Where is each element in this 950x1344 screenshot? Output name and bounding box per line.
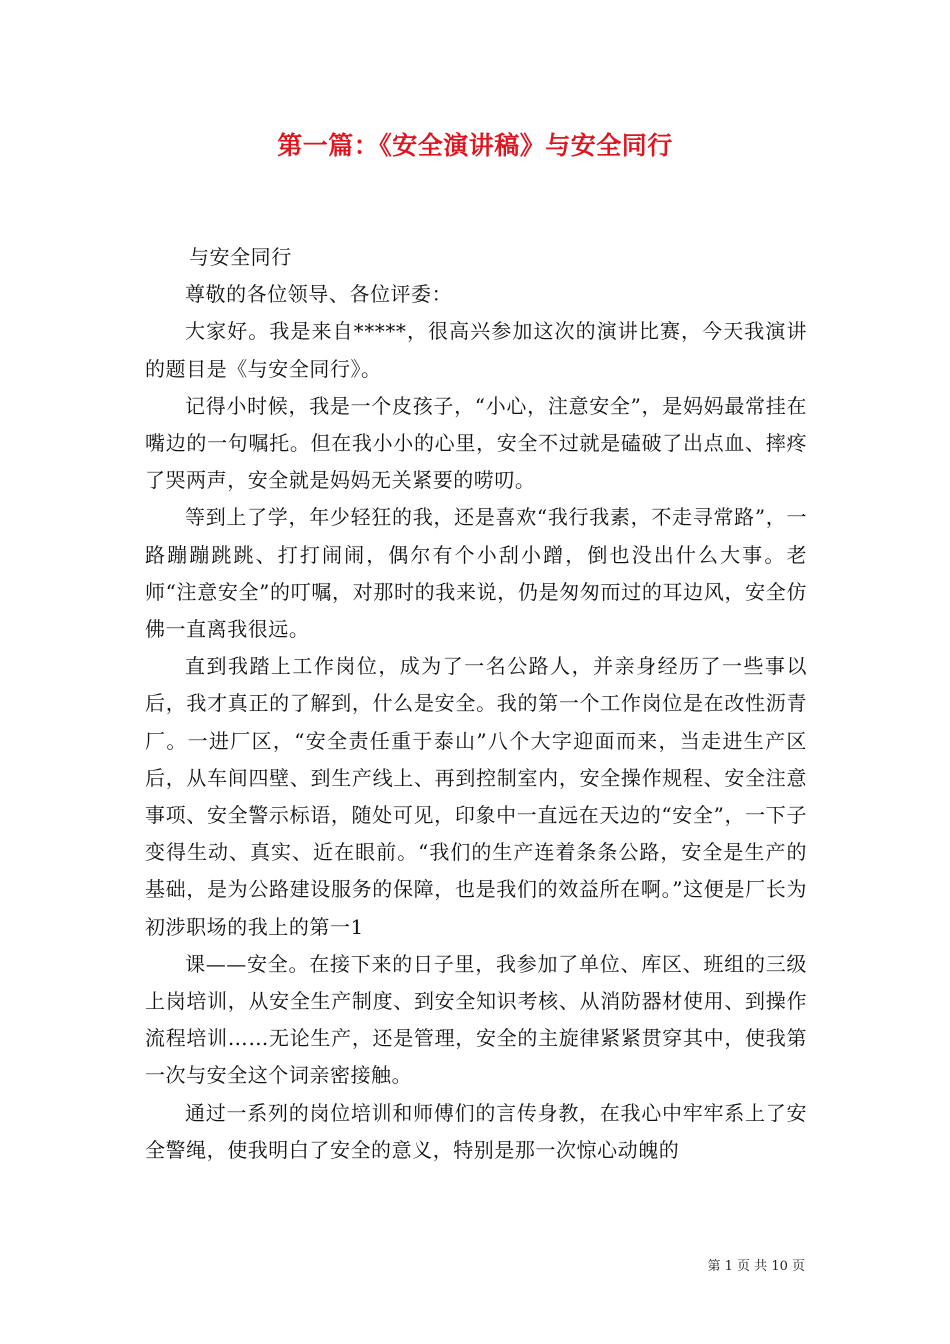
paragraph: 直到我踏上工作岗位，成为了一名公路人，并亲身经历了一些事以后，我才真正的了解到，什么是安全。我的第一个工作岗位是在改性沥青厂。一进厂区，“安全责任重于泰山”八个大字迎面而来，当走进生产区后，从车间四壁、到生产线上、再到控制室内，安全操作规程、安全注意事项、安全警示标语，随处可见，印象中一直远在天边的“安全”，一下子变得生动、真实、近在眼前。“我们的生产连着条条公路，安全是生产的基础，是为公路建设服务的保障，也是我们的效益所在啊。”这便是厂长为初涉职场的我上的第一1 — [145, 654, 807, 939]
subtitle: 与安全同行 — [189, 245, 292, 269]
paragraph: 通过一系列的岗位培训和师傅们的言传身教，在我心中牢牢系上了安全警绳，使我明白了安全的意义，特别是那一次惊心动魄的 — [145, 1100, 807, 1162]
paragraph: 课——安全。在接下来的日子里，我参加了单位、库区、班组的三级上岗培训，从安全生产制度、到安全知识考核、从消防器材使用、到操作流程培训……无论生产，还是管理，安全的主旋律紧紧贯穿其中，使我第一次与安全这个词亲密接触。 — [145, 951, 807, 1088]
page-number: 第 1 页 共 10 页 — [707, 1259, 805, 1274]
paragraph: 大家好。我是来自*****，很高兴参加这次的演讲比赛，今天我演讲的题目是《与安全同行》。 — [145, 319, 807, 381]
salutation: 尊敬的各位领导、各位评委： — [185, 282, 453, 307]
document-title: 第一篇：《安全演讲稿》与安全同行 — [277, 131, 673, 160]
paragraph: 记得小时候，我是一个皮孩子，“小心，注意安全”，是妈妈最常挂在嘴边的一句嘱托。但在我小小的心里，安全不过就是磕破了出点血、摔疼了哭两声，安全就是妈妈无关紧要的唠叨。 — [145, 393, 807, 493]
paragraph: 等到上了学，年少轻狂的我，还是喜欢“我行我素，不走寻常路”，一路蹦蹦跳跳、打打闹闹，偶尔有个小刮小蹭，倒也没出什么大事。老师“注意安全”的叮嘱，对那时的我来说，仍是匆匆而过的耳边风，安全仿佛一直离我很远。 — [145, 505, 807, 642]
document-body — [145, 239, 807, 1169]
